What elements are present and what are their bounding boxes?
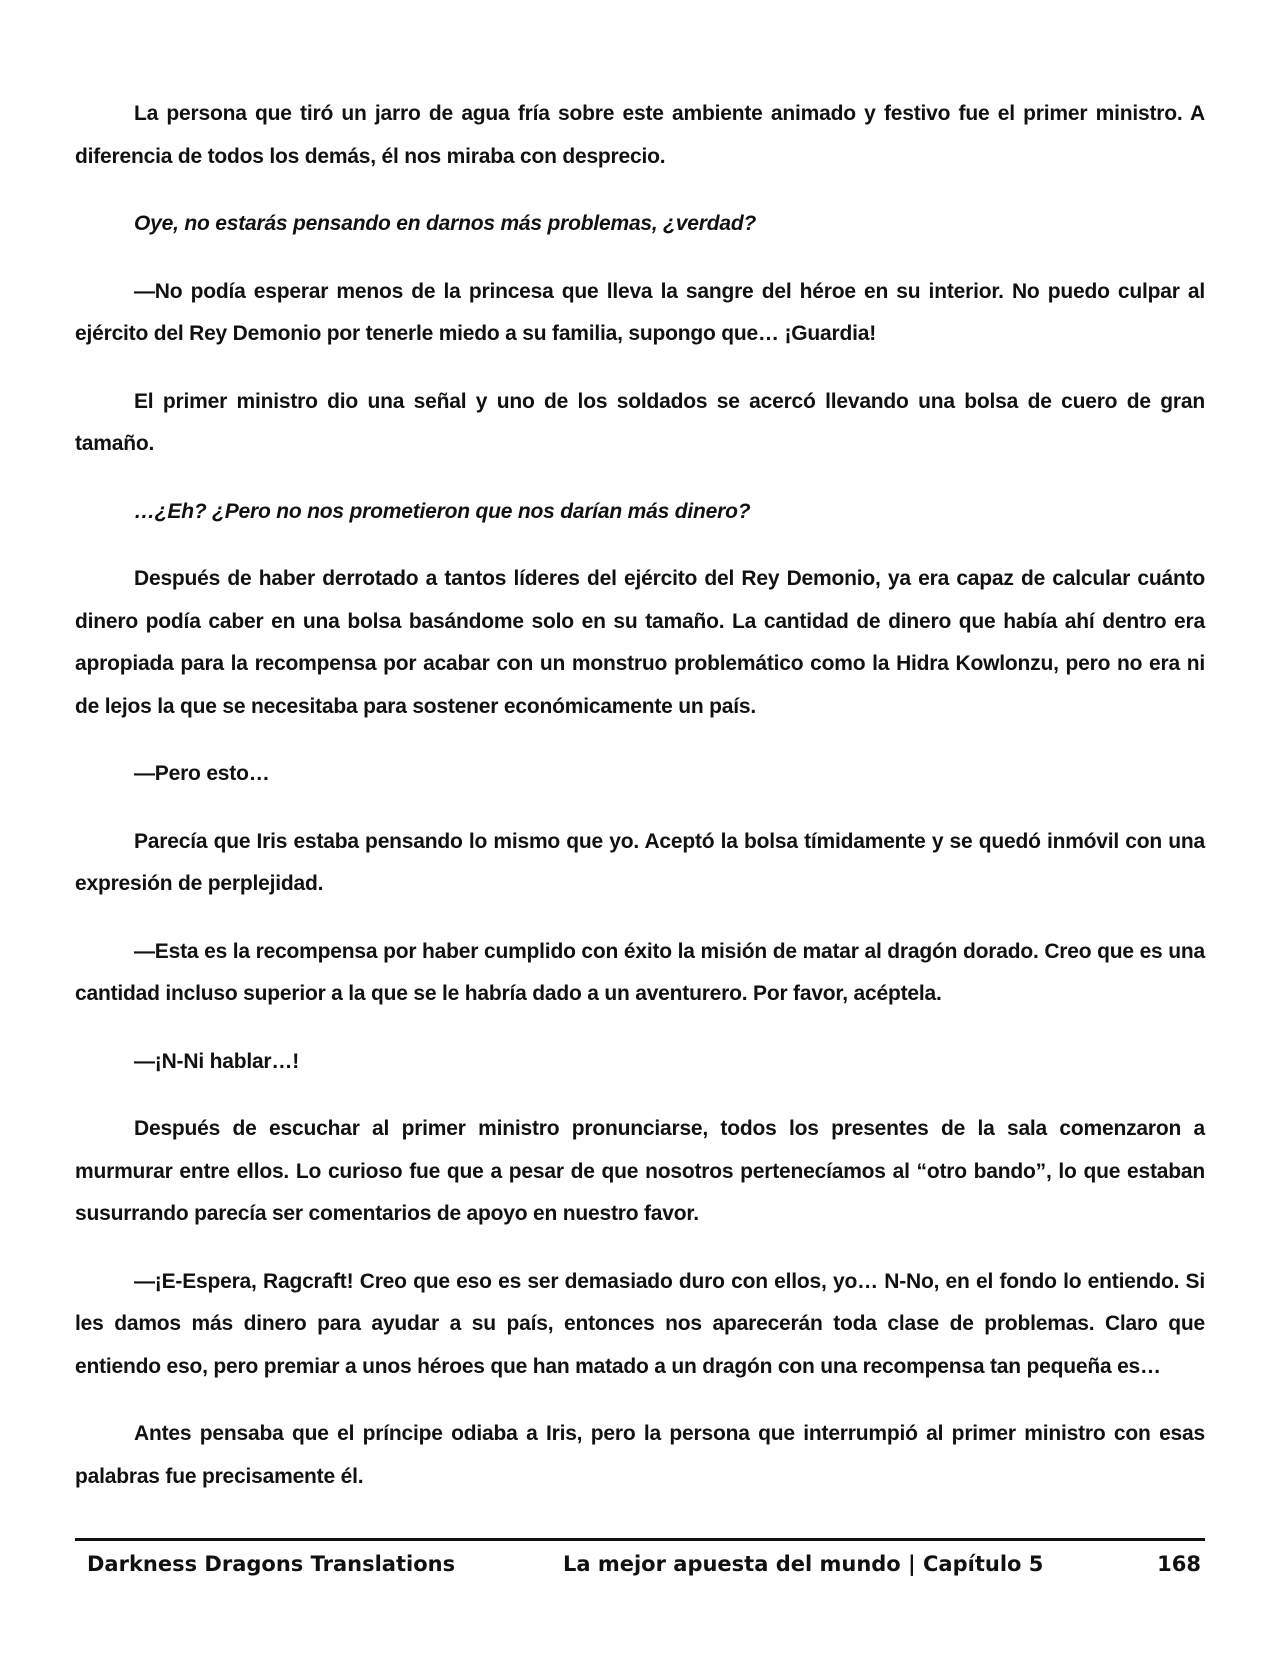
footer-page-number: 168 xyxy=(1157,1552,1201,1576)
paragraph-3-dialogue: —No podía esperar menos de la princesa que lleva la sangre del héroe en su interior. No puedo culpar al ejército del Rey Demonio por tenerle miedo a su familia, supongo que… ¡Guardia! xyxy=(75,279,1205,345)
paragraph-6: Después de haber derrotado a tantos líderes del ejército del Rey Demonio, ya era capaz de calcular cuánto dinero podía caber en una bolsa basándome solo en su tamaño. La cantidad de dinero que había ahí dentro era apropiada para la recompensa por acabar con un monstruo problemático como la Hidra Kowlonzu, pero no era ni de lejos la que se necesitaba para sostener económicamente un país. xyxy=(75,567,1205,718)
paragraph-8: Parecía que Iris estaba pensando lo mismo que yo. Aceptó la bolsa tímidamente y se quedó inmóvil con una expresión de perplejidad. xyxy=(75,829,1205,895)
paragraph-4: El primer ministro dio una señal y uno de los soldados se acercó llevando una bolsa de cuero de gran tamaño. xyxy=(75,389,1205,455)
page-footer xyxy=(75,1548,1205,1588)
paragraph-13: Antes pensaba que el príncipe odiaba a Iris, pero la persona que interrumpió al primer ministro con esas palabras fue precisamente él. xyxy=(75,1422,1205,1488)
footer-chapter-title: La mejor apuesta del mundo | Capítulo 5 xyxy=(563,1552,1044,1576)
paragraph-1: La persona que tiró un jarro de agua fría sobre este ambiente animado y festivo fue el primer ministro. A diferencia de todos los demás, él nos miraba con desprecio. xyxy=(75,102,1205,168)
document-body xyxy=(75,93,1205,1498)
paragraph-7-dialogue: —Pero esto… xyxy=(134,762,270,785)
paragraph-9-dialogue: —Esta es la recompensa por haber cumplido con éxito la misión de matar al dragón dorado. Creo que es una cantidad incluso superior a la que se le habría dado a un aventurero. Por favor, acéptela. xyxy=(75,939,1205,1005)
paragraph-5-thought: …¿Eh? ¿Pero no nos prometieron que nos darían más dinero? xyxy=(134,499,751,523)
footer-publisher: Darkness Dragons Translations xyxy=(87,1552,456,1576)
footer-divider xyxy=(75,1538,1205,1541)
paragraph-10-dialogue: —¡N-Ni hablar…! xyxy=(134,1049,300,1073)
paragraph-11: Después de escuchar al primer ministro pronunciarse, todos los presentes de la sala comenzaron a murmurar entre ellos. Lo curioso fue que a pesar de que nosotros pertenecíamos al “otro bando”, lo que estaban susurrando parecía ser comentarios de apoyo en nuestro favor. xyxy=(75,1117,1205,1225)
paragraph-12-dialogue: —¡E-Espera, Ragcraft! Creo que eso es ser demasiado duro con ellos, yo… N-No, en el fondo lo entiendo. Si les damos más dinero para ayudar a su país, entonces nos aparecerán toda clase de problemas. Claro que entiendo eso, pero premiar a unos héroes que han matado a un dragón con una recompensa tan pequeña es… xyxy=(75,1269,1205,1378)
paragraph-2-thought: Oye, no estarás pensando en darnos más problemas, ¿verdad? xyxy=(134,212,757,235)
